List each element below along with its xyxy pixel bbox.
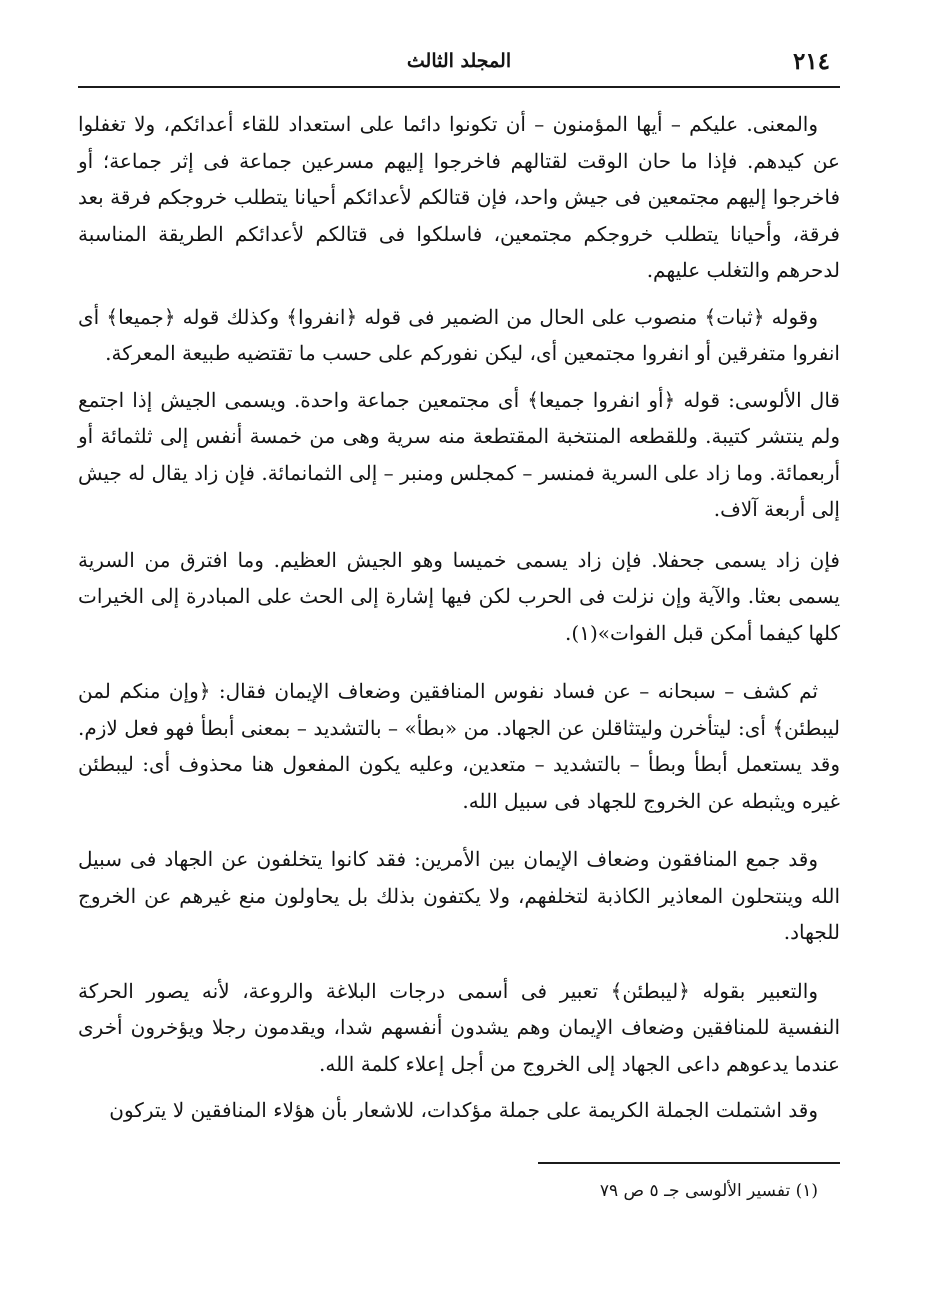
footnote: (١) تفسير الألوسى جـ ٥ ص ٧٩: [599, 1181, 818, 1201]
paragraph: قال الألوسى: قوله ﴿أو انفروا جميعا﴾ أى مجتمعين جماعة واحدة. ويسمى الجيش إذا اجتمع ولم ينتشر كتيبة. وللقطعه المنتخبة المقتطعة منه سرية وهى من خمسة أنفس إلى ثلثمائة أو أربعمائة. وما زاد على السرية فمنسر – كمجلس ومنبر – إلى الثمانمائة. فإن زاد يقال له جيش إلى أربعة آلاف.: [78, 387, 840, 521]
paragraph: ثم كشف – سبحانه – عن فساد نفوس المنافقين وضعاف الإيمان فقال: ﴿وإن منكم لمن ليبطئن﴾ أى: ليتأخرن وليتثاقلن عن الجهاد. من «بطأ» – بالتشديد – بمعنى أبطأ فهو فعل لازم. وقد يستعمل أبطأ وبطأ – بالتشديد – متعدين، وعليه يكون المفعول هنا محذوف أى: ليبطئن غيره ويثبطه عن الخروج للجهاد فى سبيل الله.: [78, 679, 840, 813]
book-page: [78, 44, 840, 1284]
body-text: [78, 106, 840, 1129]
paragraph: والتعبير بقوله ﴿ليبطئن﴾ تعبير فى أسمى درجات البلاغة والروعة، لأنه يصور الحركة النفسية للمنافقين وضعاف الإيمان وهم يشدون أنفسهم شدا، ويقدمون رجلا ويؤخرون أخرى عندما يدعوهم داعى الجهاد إلى الخروج من أجل إعلاء كلمة الله.: [78, 978, 840, 1076]
page-number: ٢١٤: [792, 48, 830, 75]
paragraph: وقد اشتملت الجملة الكريمة على جملة مؤكدات، للاشعار بأن هؤلاء المنافقين لا يتركون: [109, 1098, 818, 1122]
paragraph: وقوله ﴿ثبات﴾ منصوب على الحال من الضمير فى قوله ﴿انفروا﴾ وكذلك قوله ﴿جميعا﴾ أى انفروا متفرقين أو انفروا مجتمعين أى، ليكن نفوركم على حسب ما تقتضيه طبيعة المعركة.: [78, 304, 840, 365]
running-title: المجلد الثالث: [406, 50, 512, 72]
paragraph: والمعنى. عليكم – أيها المؤمنون – أن تكونوا دائما على استعداد للقاء أعدائكم، ولا تغفلوا عن كيدهم. فإذا ما حان الوقت لقتالهم فاخرجوا إليهم مسرعين جماعة فى إثر جماعة؛ أو فاخرجوا إليهم مجتمعين فى جيش واحد، فإن قتالكم لأعدائكم أحيانا يتطلب خروجكم فرقة بعد فرقة، وأحيانا يتطلب خروجكم مجتمعين، فاسلكوا فى قتالكم لأعدائكم الطريقة المناسبة لدحرهم والتغلب عليهم.: [78, 112, 840, 282]
paragraph: فإن زاد يسمى جحفلا. فإن زاد يسمى خميسا وهو الجيش العظيم. وما افترق من السرية يسمى بعثا. والآية وإن نزلت فى الحرب لكن فيها إشارة إلى الحث على المبادرة إلى الخيرات كلها كيفما أمكن قبل الفوات»(١).: [78, 547, 840, 645]
page-header: [78, 44, 840, 88]
paragraph: وقد جمع المنافقون وضعاف الإيمان بين الأمرين: فقد كانوا يتخلفون عن الجهاد فى سبيل الله وينتحلون المعاذير الكاذبة لتخلفهم، ولا يكتفون بذلك بل يحاولون منع غيرهم عن الخروج للجهاد.: [78, 847, 840, 944]
footnote-divider: [538, 1162, 840, 1164]
